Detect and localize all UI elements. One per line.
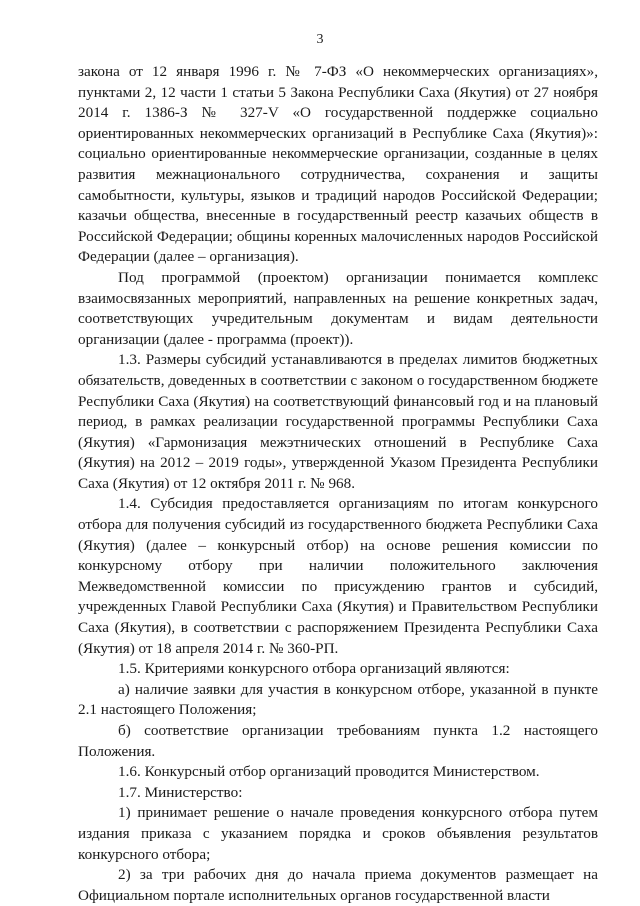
paragraph: 1.6. Конкурсный отбор организаций проводится Министерством. — [118, 763, 540, 781]
page-number: 3 — [316, 32, 324, 47]
paragraph: Под программой (проектом) организации понимается комплекс взаимосвязанных мероприятий, направленных на решение конкретных задач, соответствующих учредительным документам и видам деятельности организации (далее - программа (проект)). — [78, 268, 598, 348]
paragraph: б) соответствие организации требованиям пункта 1.2 настоящего Положения. — [78, 722, 598, 760]
paragraph: 1) принимает решение о начале проведения конкурсного отбора путем издания приказа с указанием порядка и сроков объявления результатов конкурсного отбора; — [78, 804, 598, 863]
paragraph: 2) за три рабочих дня до начала приема документов размещает на Официальном портале исполнительных органов государственной власти — [78, 866, 598, 904]
document-body — [78, 62, 598, 906]
paragraph: закона от 12 января 1996 г. № 7-ФЗ «О некоммерческих организациях», пунктами 2, 12 части 1 статьи 5 Закона Республики Саха (Якутия) от 27 ноября 2014 г. 1386-З № 327-V «О государственной поддержке социально ориентированных некоммерческих организаций в Республике Саха (Якутия)»: социально ориентированные некоммерческие организации, созданные в целях развития межнационального сотрудничества, сохранения и защиты самобытности, культуры, языков и традиций народов Российской Федерации; казачьи общества, внесенные в государственный реестр казачьих обществ в Российской Федерации; общины коренных малочисленных народов Российской Федерации (далее – организация). — [78, 63, 598, 266]
paragraph: 1.3. Размеры субсидий устанавливаются в пределах лимитов бюджетных обязательств, доведенных в соответствии с законом о государственном бюджете Республики Саха (Якутия) на соответствующий финансовый год и на плановый период, в рамках реализации государственной программы Республики Саха (Якутия) «Гармонизация межэтнических отношений в Республике Саха (Якутия) на 2012 – 2019 годы», утвержденной Указом Президента Республики Саха (Якутия) от 12 октября 2011 г. № 968. — [78, 351, 598, 492]
paragraph: 1.5. Критериями конкурсного отбора организаций являются: — [118, 660, 510, 678]
paragraph: 1.4. Субсидия предоставляется организациям по итогам конкурсного отбора для получения субсидий из государственного бюджета Республики Саха (Якутия) (далее – конкурсный отбор) на основе решения комиссии по конкурсному отбору при наличии положительного заключения Межведомственной комиссии по присуждению грантов и субсидий, учрежденных Главой Республики Саха (Якутия) и Правительством Республики Саха (Якутия), в соответствии с распоряжением Президента Республики Саха (Якутия) от 18 апреля 2014 г. № 360-РП. — [78, 495, 598, 657]
paragraph: а) наличие заявки для участия в конкурсном отборе, указанной в пункте 2.1 настоящего Положения; — [78, 680, 598, 719]
paragraph: 1.7. Министерство: — [118, 783, 243, 801]
